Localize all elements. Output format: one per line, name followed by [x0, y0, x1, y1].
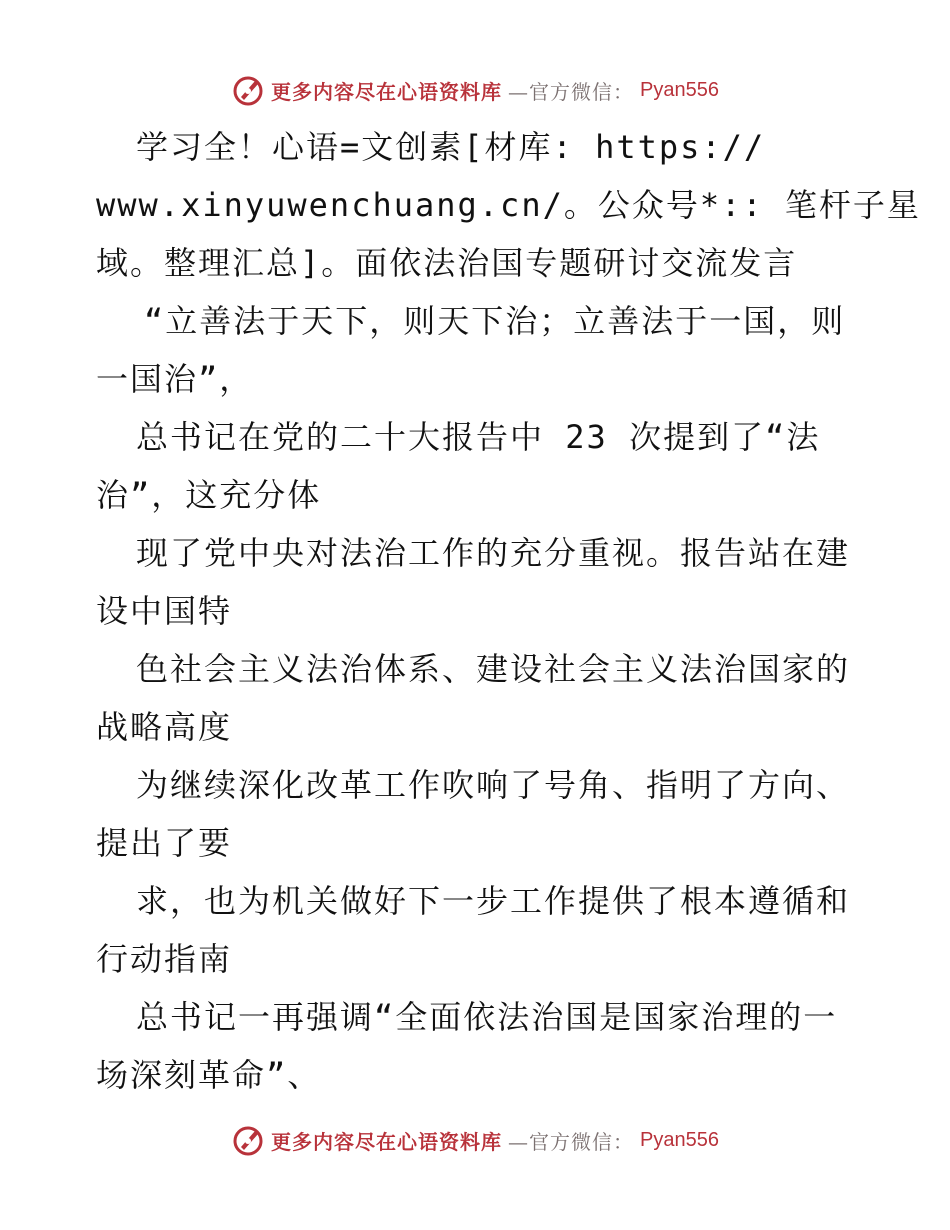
footer-banner [0, 1120, 950, 1160]
header-banner [0, 70, 950, 110]
body-line-2: www.xinyuwenchuang.cn/。公众号*:: 笔杆子星 [96, 186, 921, 224]
banner-wechat-id: Pyan556 [640, 78, 719, 101]
document-body [96, 118, 921, 1104]
banner-wechat-id: Pyan556 [640, 1128, 719, 1151]
banner-title: 更多内容尽在心语资料库 [271, 79, 503, 104]
body-line-6: 总书记在党的二十大报告中 23 次提到了“法 [136, 418, 821, 456]
pen-nib-logo-icon [231, 1123, 265, 1157]
body-line-4: “立善法于天下，则天下治；立善法于一国，则 [144, 302, 846, 340]
body-line-12: 为继续深化改革工作吹响了号角、指明了方向、 [136, 766, 851, 804]
body-line-14: 求，也为机关做好下一步工作提供了根本遵循和 [136, 882, 851, 920]
body-line-10: 色社会主义法治体系、建设社会主义法治国家的 [136, 650, 851, 688]
banner-title: 更多内容尽在心语资料库 [271, 1129, 503, 1154]
body-line-15: 行动指南 [96, 940, 233, 978]
body-line-16: 总书记一再强调“全面依法治国是国家治理的一 [136, 998, 838, 1036]
body-line-1: 学习全！心语=文创素[材库: https:// [136, 128, 766, 166]
body-line-11: 战略高度 [96, 708, 233, 746]
banner-wechat-label: —官方微信： [508, 79, 635, 104]
banner-wechat-label: —官方微信： [508, 1129, 635, 1154]
body-line-13: 提出了要 [96, 824, 233, 862]
body-line-5: 一国治”， [96, 360, 254, 398]
body-line-17: 场深刻革命”、 [96, 1056, 322, 1094]
body-line-8: 现了党中央对法治工作的充分重视。报告站在建 [136, 534, 851, 572]
body-line-7: 治”，这充分体 [96, 476, 322, 514]
body-line-9: 设中国特 [96, 592, 233, 630]
pen-nib-logo-icon [231, 73, 265, 107]
body-line-3: 域。整理汇总]。面依法治国专题研讨交流发言 [96, 244, 798, 282]
